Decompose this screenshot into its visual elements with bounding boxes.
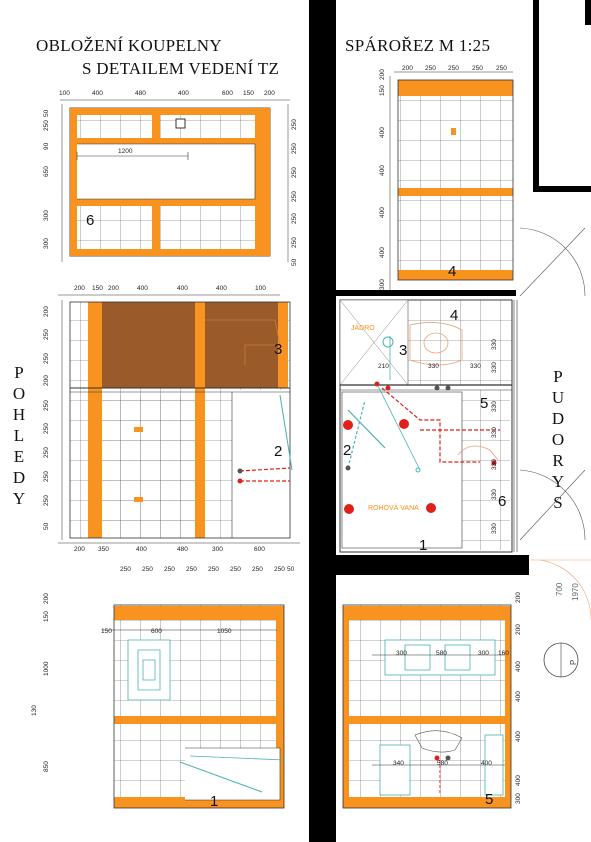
svg-text:250: 250 <box>43 353 50 364</box>
svg-text:250: 250 <box>252 566 263 573</box>
svg-text:250: 250 <box>291 237 298 248</box>
svg-text:300: 300 <box>379 279 386 290</box>
svg-text:330: 330 <box>470 363 481 370</box>
side-label-letter: H <box>12 405 26 424</box>
svg-text:200: 200 <box>43 306 50 317</box>
view-mid-left <box>43 285 300 553</box>
view-label-2: 2 <box>274 443 283 460</box>
side-label-letter: P <box>14 363 24 382</box>
svg-text:250: 250 <box>43 400 50 411</box>
svg-text:100: 100 <box>255 285 266 292</box>
view-bottom-right <box>343 592 522 808</box>
side-label-letter: O <box>551 430 565 449</box>
svg-text:350: 350 <box>98 546 109 553</box>
svg-text:400: 400 <box>379 127 386 138</box>
door-p-symbol <box>544 643 578 677</box>
svg-text:400: 400 <box>515 691 522 702</box>
svg-text:400: 400 <box>216 285 227 292</box>
svg-text:300: 300 <box>478 650 489 657</box>
dim-tl-top-3: 400 <box>178 90 189 97</box>
plan-jadro-label: JÁDRO <box>351 325 375 332</box>
svg-text:200: 200 <box>515 592 522 603</box>
title-line2: S DETAILEM VEDENÍ TZ <box>82 59 280 78</box>
svg-text:50: 50 <box>43 109 50 117</box>
svg-text:330: 330 <box>491 523 498 534</box>
svg-text:250: 250 <box>120 566 131 573</box>
svg-text:250: 250 <box>291 143 298 154</box>
svg-text:250: 250 <box>291 119 298 130</box>
svg-text:330: 330 <box>491 339 498 350</box>
view-label-4: 4 <box>448 263 457 280</box>
svg-text:150: 150 <box>101 628 112 635</box>
dim-tl-top-6: 200 <box>264 90 275 97</box>
svg-text:250: 250 <box>472 65 483 72</box>
svg-text:580: 580 <box>436 650 447 657</box>
floor-plan <box>340 300 517 554</box>
svg-text:250: 250 <box>43 120 50 131</box>
side-label-letter: O <box>12 384 26 403</box>
side-label-letter: S <box>553 493 563 512</box>
svg-text:600: 600 <box>151 628 162 635</box>
svg-text:200: 200 <box>74 285 85 292</box>
side-label-letter: E <box>13 447 25 466</box>
svg-text:400: 400 <box>515 775 522 786</box>
plan-label-3: 3 <box>399 342 408 359</box>
svg-text:200: 200 <box>379 69 386 80</box>
svg-text:330: 330 <box>491 459 498 470</box>
svg-text:50: 50 <box>43 522 50 530</box>
svg-text:250: 250 <box>425 65 436 72</box>
dim-tl-inner: 1200 <box>118 148 133 155</box>
view-top-left <box>43 90 298 266</box>
svg-text:200: 200 <box>74 546 85 553</box>
side-label-letter: L <box>13 426 25 445</box>
side-label-letter: D <box>551 409 565 428</box>
svg-text:150: 150 <box>379 85 386 96</box>
svg-text:850: 850 <box>43 761 50 772</box>
side-label-letter: R <box>552 451 564 470</box>
svg-text:400: 400 <box>379 247 386 258</box>
svg-text:650: 650 <box>43 166 50 177</box>
svg-text:300: 300 <box>43 238 50 249</box>
svg-text:200: 200 <box>43 593 50 604</box>
svg-text:250: 250 <box>142 566 153 573</box>
svg-text:50: 50 <box>287 566 295 573</box>
svg-text:200: 200 <box>515 624 522 635</box>
svg-text:340: 340 <box>393 760 404 767</box>
svg-text:250: 250 <box>43 423 50 434</box>
door-swing-mid <box>520 470 585 540</box>
view-label-3: 3 <box>274 341 283 358</box>
svg-text:400: 400 <box>379 207 386 218</box>
svg-text:300: 300 <box>212 546 223 553</box>
svg-text:400: 400 <box>481 760 492 767</box>
svg-text:250: 250 <box>43 471 50 482</box>
svg-text:300: 300 <box>396 650 407 657</box>
door-swing-top <box>520 228 585 296</box>
svg-text:150: 150 <box>43 611 50 622</box>
svg-text:400: 400 <box>137 285 148 292</box>
plan-label-1: 1 <box>419 537 428 554</box>
svg-text:50: 50 <box>291 258 298 266</box>
svg-text:330: 330 <box>428 363 439 370</box>
svg-text:330: 330 <box>491 401 498 412</box>
plan-label-6: 6 <box>498 493 507 510</box>
svg-text:330: 330 <box>491 427 498 438</box>
svg-text:250: 250 <box>208 566 219 573</box>
svg-text:210: 210 <box>378 363 389 370</box>
svg-text:400: 400 <box>515 731 522 742</box>
svg-text:250: 250 <box>164 566 175 573</box>
side-label-letter: Y <box>551 472 565 491</box>
svg-text:250: 250 <box>43 495 50 506</box>
title-right: SPÁROŘEZ M 1:25 <box>345 36 491 55</box>
svg-text:250: 250 <box>274 566 285 573</box>
svg-text:300: 300 <box>515 793 522 804</box>
view-label-5: 5 <box>485 791 494 808</box>
side-label-letter: U <box>551 388 565 407</box>
svg-text:330: 330 <box>491 362 498 373</box>
dim-tl-top-2: 480 <box>135 90 146 97</box>
svg-text:250: 250 <box>291 167 298 178</box>
svg-text:150: 150 <box>92 285 103 292</box>
svg-text:1000: 1000 <box>43 661 50 676</box>
svg-text:400: 400 <box>515 661 522 672</box>
svg-text:250: 250 <box>43 329 50 340</box>
svg-text:480: 480 <box>177 546 188 553</box>
view-label-6: 6 <box>86 212 95 229</box>
svg-text:250: 250 <box>230 566 241 573</box>
svg-text:200: 200 <box>43 375 50 386</box>
svg-text:250: 250 <box>291 213 298 224</box>
svg-text:160: 160 <box>498 650 509 657</box>
svg-text:400: 400 <box>136 546 147 553</box>
side-label-letter: Y <box>12 489 26 508</box>
title-line1: OBLOŽENÍ KOUPELNY <box>36 36 222 55</box>
svg-text:300: 300 <box>43 210 50 221</box>
svg-text:P: P <box>569 659 578 665</box>
svg-text:1050: 1050 <box>217 628 232 635</box>
view-label-1: 1 <box>210 793 219 810</box>
svg-text:250: 250 <box>43 447 50 458</box>
svg-text:200: 200 <box>108 285 119 292</box>
svg-text:130: 130 <box>31 705 38 716</box>
svg-text:330: 330 <box>491 489 498 500</box>
svg-text:400: 400 <box>177 285 188 292</box>
door-dim-1970: 1970 <box>571 583 580 601</box>
side-label-letter: D <box>12 468 26 487</box>
dim-tl-top-5: 150 <box>243 90 254 97</box>
svg-text:250: 250 <box>448 65 459 72</box>
svg-text:200: 200 <box>402 65 413 72</box>
door-dim-700: 700 <box>555 582 564 596</box>
svg-text:600: 600 <box>254 546 265 553</box>
plan-tub-label: ROHOVÁ VANA <box>368 505 419 512</box>
plan-label-2: 2 <box>343 442 352 459</box>
view-top-right <box>379 65 513 290</box>
view-bottom-left <box>31 566 295 810</box>
plan-label-4: 4 <box>450 307 459 324</box>
svg-text:400: 400 <box>379 165 386 176</box>
svg-text:580: 580 <box>437 760 448 767</box>
dim-tl-top-4: 600 <box>222 90 233 97</box>
svg-text:250: 250 <box>291 191 298 202</box>
side-label-letter: P <box>553 367 563 386</box>
dim-tl-top-0: 100 <box>59 90 70 97</box>
plan-label-5: 5 <box>480 395 489 412</box>
svg-text:250: 250 <box>186 566 197 573</box>
svg-text:90: 90 <box>43 142 50 150</box>
svg-text:250: 250 <box>496 65 507 72</box>
dim-tl-top-1: 400 <box>92 90 103 97</box>
